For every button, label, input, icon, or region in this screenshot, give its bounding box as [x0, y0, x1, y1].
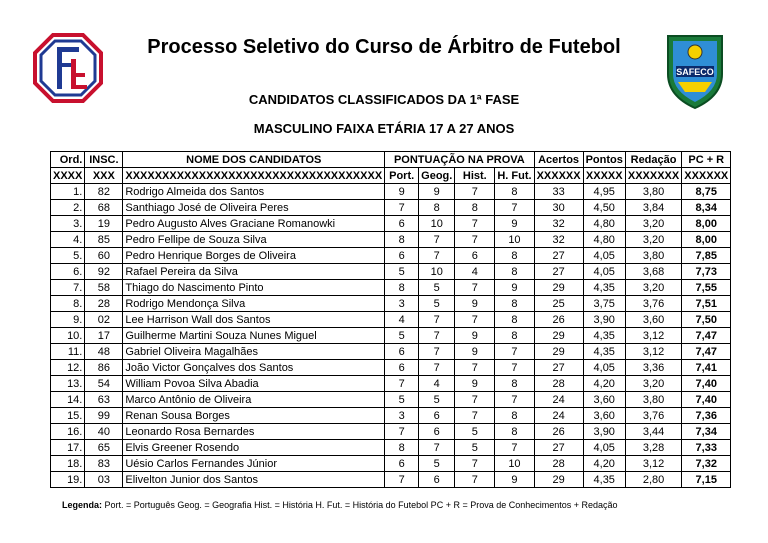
cell-ord: 19.: [51, 472, 85, 488]
cell-geog: 7: [419, 440, 455, 456]
cell-pontos: 4,05: [583, 248, 625, 264]
cell-insc: 83: [85, 456, 123, 472]
cell-pontos: 3,60: [583, 392, 625, 408]
cell-hfut: 7: [495, 440, 534, 456]
cell-geog: 5: [419, 296, 455, 312]
cell-pcr: 7,41: [682, 360, 731, 376]
cell-pcr: 7,51: [682, 296, 731, 312]
cell-hfut: 8: [495, 376, 534, 392]
cell-nome: William Povoa Silva Abadia: [123, 376, 385, 392]
cell-pontos: 3,60: [583, 408, 625, 424]
cell-nome: Leonardo Rosa Bernardes: [123, 424, 385, 440]
cell-ord: 3.: [51, 216, 85, 232]
cell-acertos: 29: [534, 328, 583, 344]
cell-redacao: 3,20: [625, 376, 681, 392]
table-row: [51, 472, 731, 488]
cell-hfut: 8: [495, 248, 534, 264]
cell-ord: 13.: [51, 376, 85, 392]
table-row: [51, 264, 731, 280]
table-row: [51, 312, 731, 328]
cell-geog: 7: [419, 344, 455, 360]
cell-pontos: 4,35: [583, 328, 625, 344]
col-ord-header: Ord.: [51, 152, 85, 168]
cell-hist: 7: [455, 360, 495, 376]
cell-pcr: 7,47: [682, 328, 731, 344]
cell-acertos: 27: [534, 360, 583, 376]
cell-hist: 7: [455, 472, 495, 488]
cell-ord: 1.: [51, 184, 85, 200]
cell-geog: 7: [419, 360, 455, 376]
cell-ord: 17.: [51, 440, 85, 456]
cell-geog: 10: [419, 264, 455, 280]
cell-hist: 5: [455, 440, 495, 456]
cell-redacao: 3,80: [625, 392, 681, 408]
cell-acertos: 33: [534, 184, 583, 200]
cell-hfut: 7: [495, 360, 534, 376]
cell-pcr: 7,47: [682, 344, 731, 360]
cell-pcr: 7,15: [682, 472, 731, 488]
cell-port: 3: [385, 296, 419, 312]
cell-pcr: 7,55: [682, 280, 731, 296]
col-redacao-header: Redação: [625, 152, 681, 168]
cell-hist: 7: [455, 456, 495, 472]
cell-port: 5: [385, 264, 419, 280]
cell-acertos: 28: [534, 376, 583, 392]
placeholder-pontos: XXXXX: [583, 168, 625, 184]
cell-pcr: 7,73: [682, 264, 731, 280]
placeholder-nome: XXXXXXXXXXXXXXXXXXXXXXXXXXXXXXXXXXX: [123, 168, 385, 184]
cell-pontos: 4,80: [583, 232, 625, 248]
cell-redacao: 3,12: [625, 344, 681, 360]
table-row: [51, 456, 731, 472]
cell-nome: Pedro Henrique Borges de Oliveira: [123, 248, 385, 264]
table-row: [51, 280, 731, 296]
cell-hist: 7: [455, 312, 495, 328]
cell-pontos: 4,05: [583, 264, 625, 280]
cell-pcr: 7,32: [682, 456, 731, 472]
cell-nome: Rodrigo Mendonça Silva: [123, 296, 385, 312]
cell-insc: 40: [85, 424, 123, 440]
cell-nome: Lee Harrison Wall dos Santos: [123, 312, 385, 328]
cell-pcr: 7,40: [682, 376, 731, 392]
cell-hfut: 8: [495, 408, 534, 424]
cell-nome: Marco Antônio de Oliveira: [123, 392, 385, 408]
table-row: [51, 184, 731, 200]
cell-redacao: 3,44: [625, 424, 681, 440]
placeholder-ord: XXXX: [51, 168, 85, 184]
col-pcr-header: PC + R: [682, 152, 731, 168]
cell-insc: 03: [85, 472, 123, 488]
cell-acertos: 27: [534, 264, 583, 280]
cell-nome: Thiago do Nascimento Pinto: [123, 280, 385, 296]
cell-geog: 4: [419, 376, 455, 392]
table-row: [51, 232, 731, 248]
cell-port: 7: [385, 376, 419, 392]
col-hfut-header: H. Fut.: [495, 168, 534, 184]
cell-nome: Guilherme Martini Souza Nunes Miguel: [123, 328, 385, 344]
cell-ord: 9.: [51, 312, 85, 328]
cell-hfut: 9: [495, 472, 534, 488]
cell-acertos: 29: [534, 472, 583, 488]
cell-pontos: 4,35: [583, 280, 625, 296]
header-row-2: [51, 168, 731, 184]
subtitle-phase: CANDIDATOS CLASSIFICADOS DA 1ª FASE: [248, 92, 520, 107]
cell-pcr: 7,85: [682, 248, 731, 264]
subtitle-category: MASCULINO FAIXA ETÁRIA 17 A 27 ANOS: [253, 121, 515, 136]
cell-port: 9: [385, 184, 419, 200]
cell-hfut: 8: [495, 264, 534, 280]
cell-port: 4: [385, 312, 419, 328]
cell-pontos: 3,90: [583, 312, 625, 328]
cell-ord: 18.: [51, 456, 85, 472]
cell-nome: Santhiago José de Oliveira Peres: [123, 200, 385, 216]
cell-redacao: 3,28: [625, 440, 681, 456]
table-row: [51, 248, 731, 264]
cell-port: 5: [385, 328, 419, 344]
cell-pcr: 8,75: [682, 184, 731, 200]
cell-insc: 65: [85, 440, 123, 456]
placeholder-insc: XXX: [85, 168, 123, 184]
cell-insc: 48: [85, 344, 123, 360]
cell-hist: 8: [455, 200, 495, 216]
cell-insc: 99: [85, 408, 123, 424]
cell-nome: Rodrigo Almeida dos Santos: [123, 184, 385, 200]
table-row: [51, 328, 731, 344]
cell-acertos: 32: [534, 232, 583, 248]
cell-insc: 82: [85, 184, 123, 200]
cell-pontos: 3,75: [583, 296, 625, 312]
cell-hist: 7: [455, 392, 495, 408]
cell-geog: 5: [419, 280, 455, 296]
col-geog-header: Geog.: [419, 168, 455, 184]
cell-hist: 7: [455, 408, 495, 424]
cell-port: 6: [385, 456, 419, 472]
col-port-header: Port.: [385, 168, 419, 184]
table-row: [51, 440, 731, 456]
cell-port: 7: [385, 424, 419, 440]
col-hist-header: Hist.: [455, 168, 495, 184]
cell-redacao: 2,80: [625, 472, 681, 488]
cell-geog: 6: [419, 472, 455, 488]
table-row: [51, 376, 731, 392]
placeholder-redacao: XXXXXXX: [625, 168, 681, 184]
cell-ord: 15.: [51, 408, 85, 424]
cell-ord: 16.: [51, 424, 85, 440]
cell-port: 6: [385, 248, 419, 264]
col-pontuacao-header: PONTUAÇÃO NA PROVA: [385, 152, 534, 168]
cell-port: 8: [385, 232, 419, 248]
cell-pontos: 4,80: [583, 216, 625, 232]
cell-hist: 4: [455, 264, 495, 280]
cell-hfut: 9: [495, 216, 534, 232]
cell-hfut: 9: [495, 280, 534, 296]
cell-port: 6: [385, 216, 419, 232]
table-body: [51, 184, 731, 488]
col-nome-header: NOME DOS CANDIDATOS: [123, 152, 385, 168]
cell-pontos: 4,05: [583, 440, 625, 456]
cell-acertos: 27: [534, 440, 583, 456]
cell-redacao: 3,12: [625, 456, 681, 472]
cell-insc: 17: [85, 328, 123, 344]
cell-pontos: 4,35: [583, 344, 625, 360]
cell-port: 3: [385, 408, 419, 424]
cell-insc: 58: [85, 280, 123, 296]
cell-acertos: 24: [534, 408, 583, 424]
cell-acertos: 30: [534, 200, 583, 216]
cell-ord: 6.: [51, 264, 85, 280]
cell-insc: 28: [85, 296, 123, 312]
cell-hfut: 7: [495, 392, 534, 408]
cell-nome: Rafael Pereira da Silva: [123, 264, 385, 280]
cell-hfut: 8: [495, 312, 534, 328]
cell-acertos: 25: [534, 296, 583, 312]
cell-nome: Elivelton Junior dos Santos: [123, 472, 385, 488]
cell-redacao: 3,60: [625, 312, 681, 328]
cell-insc: 54: [85, 376, 123, 392]
cell-nome: Pedro Augusto Alves Graciane Romanowki: [123, 216, 385, 232]
cell-redacao: 3,76: [625, 296, 681, 312]
cell-ord: 2.: [51, 200, 85, 216]
cell-acertos: 29: [534, 280, 583, 296]
cell-geog: 6: [419, 424, 455, 440]
cell-nome: Uésio Carlos Fernandes Júnior: [123, 456, 385, 472]
table-row: [51, 216, 731, 232]
cell-hfut: 8: [495, 328, 534, 344]
cell-geog: 7: [419, 328, 455, 344]
cell-port: 6: [385, 360, 419, 376]
cell-port: 6: [385, 344, 419, 360]
cell-hist: 9: [455, 328, 495, 344]
cell-ord: 10.: [51, 328, 85, 344]
table-row: [51, 360, 731, 376]
cell-redacao: 3,84: [625, 200, 681, 216]
cell-pcr: 7,40: [682, 392, 731, 408]
results-table: [50, 151, 731, 488]
cell-pontos: 3,90: [583, 424, 625, 440]
placeholder-pcr: XXXXXX: [682, 168, 731, 184]
cell-geog: 7: [419, 312, 455, 328]
cell-nome: João Victor Gonçalves dos Santos: [123, 360, 385, 376]
cell-redacao: 3,76: [625, 408, 681, 424]
cell-hist: 7: [455, 216, 495, 232]
cell-redacao: 3,68: [625, 264, 681, 280]
cell-hist: 7: [455, 280, 495, 296]
cell-redacao: 3,80: [625, 248, 681, 264]
cell-pontos: 4,05: [583, 360, 625, 376]
cell-insc: 85: [85, 232, 123, 248]
cell-hist: 9: [455, 296, 495, 312]
legend-label: Legenda:: [62, 500, 103, 510]
cell-port: 7: [385, 472, 419, 488]
cell-acertos: 24: [534, 392, 583, 408]
page-title: Processo Seletivo do Curso de Árbitro de Futebol: [147, 36, 621, 58]
cell-ord: 12.: [51, 360, 85, 376]
table-row: [51, 392, 731, 408]
cell-hfut: 10: [495, 232, 534, 248]
legend: [62, 500, 618, 510]
cell-ord: 5.: [51, 248, 85, 264]
cell-hfut: 10: [495, 456, 534, 472]
cell-hist: 9: [455, 344, 495, 360]
cell-hist: 7: [455, 232, 495, 248]
cell-redacao: 3,20: [625, 232, 681, 248]
cell-hfut: 8: [495, 296, 534, 312]
table-row: [51, 344, 731, 360]
cell-pcr: 7,50: [682, 312, 731, 328]
cell-nome: Elvis Greener Rosendo: [123, 440, 385, 456]
cell-pcr: 8,00: [682, 216, 731, 232]
cell-ord: 11.: [51, 344, 85, 360]
cell-geog: 5: [419, 456, 455, 472]
cell-redacao: 3,20: [625, 280, 681, 296]
cell-insc: 63: [85, 392, 123, 408]
cell-geog: 5: [419, 392, 455, 408]
header-row-1: [51, 152, 731, 168]
cell-pcr: 7,34: [682, 424, 731, 440]
cell-pontos: 4,95: [583, 184, 625, 200]
cell-hfut: 8: [495, 424, 534, 440]
cell-acertos: 28: [534, 456, 583, 472]
cell-geog: 9: [419, 184, 455, 200]
cell-insc: 86: [85, 360, 123, 376]
cell-port: 7: [385, 200, 419, 216]
col-acertos-header: Acertos: [534, 152, 583, 168]
cell-insc: 92: [85, 264, 123, 280]
table-row: [51, 408, 731, 424]
cell-ord: 14.: [51, 392, 85, 408]
cell-acertos: 26: [534, 312, 583, 328]
cell-insc: 19: [85, 216, 123, 232]
col-insc-header: INSC.: [85, 152, 123, 168]
cell-redacao: 3,20: [625, 216, 681, 232]
cell-pontos: 4,20: [583, 376, 625, 392]
cell-nome: Renan Sousa Borges: [123, 408, 385, 424]
cell-hist: 6: [455, 248, 495, 264]
cell-hist: 7: [455, 184, 495, 200]
cell-pcr: 8,34: [682, 200, 731, 216]
cell-hist: 5: [455, 424, 495, 440]
cell-nome: Pedro Fellipe de Souza Silva: [123, 232, 385, 248]
cell-pontos: 4,50: [583, 200, 625, 216]
cell-pcr: 7,36: [682, 408, 731, 424]
table-row: [51, 424, 731, 440]
cell-redacao: 3,12: [625, 328, 681, 344]
cell-nome: Gabriel Oliveira Magalhães: [123, 344, 385, 360]
cell-geog: 8: [419, 200, 455, 216]
cell-port: 8: [385, 280, 419, 296]
cell-insc: 02: [85, 312, 123, 328]
cell-pcr: 7,33: [682, 440, 731, 456]
table-row: [51, 200, 731, 216]
cell-pontos: 4,35: [583, 472, 625, 488]
cell-port: 5: [385, 392, 419, 408]
cell-acertos: 27: [534, 248, 583, 264]
cell-hfut: 8: [495, 184, 534, 200]
svg-text:SAFECO: SAFECO: [676, 67, 714, 77]
cell-geog: 7: [419, 232, 455, 248]
cell-insc: 68: [85, 200, 123, 216]
cell-port: 8: [385, 440, 419, 456]
cell-ord: 7.: [51, 280, 85, 296]
cell-ord: 8.: [51, 296, 85, 312]
cell-ord: 4.: [51, 232, 85, 248]
cell-geog: 10: [419, 216, 455, 232]
cell-insc: 60: [85, 248, 123, 264]
cell-pontos: 4,20: [583, 456, 625, 472]
cell-hist: 9: [455, 376, 495, 392]
cell-redacao: 3,36: [625, 360, 681, 376]
cell-hfut: 7: [495, 344, 534, 360]
table-row: [51, 296, 731, 312]
legend-text: Port. = Português Geog. = Geografia Hist. = História H. Fut. = História do Futebol PC + R = Prova de Conhecimentos + Redação: [104, 500, 618, 510]
placeholder-acertos: XXXXXX: [534, 168, 583, 184]
col-pontos-header: Pontos: [583, 152, 625, 168]
cell-acertos: 32: [534, 216, 583, 232]
cell-geog: 6: [419, 408, 455, 424]
cell-acertos: 29: [534, 344, 583, 360]
cell-geog: 7: [419, 248, 455, 264]
cell-redacao: 3,80: [625, 184, 681, 200]
cell-acertos: 26: [534, 424, 583, 440]
cell-hfut: 7: [495, 200, 534, 216]
cell-pcr: 8,00: [682, 232, 731, 248]
